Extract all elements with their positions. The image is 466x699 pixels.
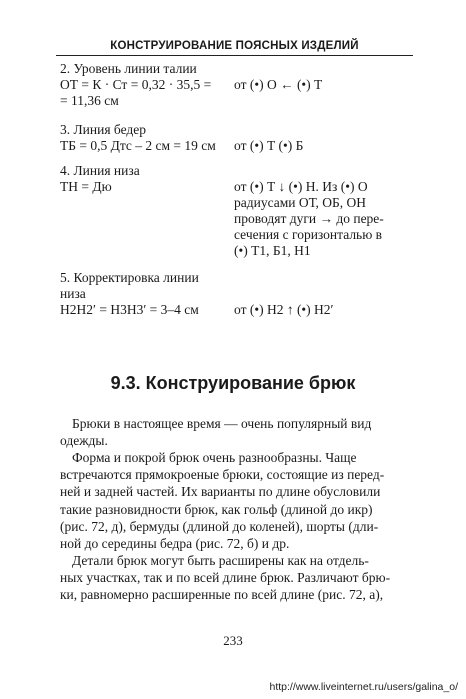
step-line: 5. Корректировка линии	[60, 270, 199, 285]
paragraph-line: ных участках, так и по всей длине брюк. Различают брю-	[60, 570, 391, 586]
paragraph-line: ки, равномерно расширенные по всей длине (рис. 72, а),	[60, 587, 384, 603]
step-4-right	[234, 163, 384, 259]
step-line: от (•) Т (•) Б	[234, 138, 304, 153]
step-line: 3. Линия бедер	[60, 122, 147, 137]
step-line: ОТ = К · Ст = 0,32 · 35,5 =	[60, 77, 212, 92]
step-line: радиусами ОТ, ОБ, ОН	[234, 195, 367, 210]
paragraph-line: такие разновидности брюк, как гольф (длиной до икр)	[60, 501, 373, 517]
paragraph-line: Форма и покрой брюк очень разнообразны. Чаще	[72, 450, 357, 465]
step-5-left	[60, 270, 199, 318]
page-number: 233	[223, 633, 243, 648]
step-line	[234, 163, 384, 179]
section-heading: 9.3. Конструирование брюк	[110, 373, 356, 393]
step-line: 2. Уровень линии талии	[60, 61, 197, 76]
step-4-left	[60, 163, 140, 195]
paragraph-3	[60, 552, 415, 604]
step-line: ТН = Дю	[60, 179, 112, 194]
step-line: проводят дуги → до пере-	[234, 211, 384, 226]
step-line: ТБ = 0,5 Дтс – 2 см = 19 см	[60, 138, 216, 153]
header-rule	[56, 55, 413, 56]
paragraph-line: Детали брюк могут быть расширены как на отдель-	[72, 553, 369, 568]
step-line: от (•) Н2 ↑ (•) Н2′	[234, 302, 334, 317]
step-line: Н2Н2′ = Н3Н3′ = 3–4 см	[60, 302, 199, 317]
step-2-right	[234, 77, 322, 93]
step-line: от (•) Т ↓ (•) Н. Из (•) О	[234, 179, 368, 194]
paragraph-line: встречаются прямокроеные брюки, состоящие из перед-	[60, 467, 385, 483]
step-5-right	[234, 302, 333, 318]
step-line: от (•) О ← (•) Т	[234, 77, 323, 92]
step-line: (•) Т1, Б1, Н1	[234, 243, 311, 258]
source-url[interactable]: http://www.liveinternet.ru/users/galina_o/	[269, 681, 458, 693]
paragraph-2	[60, 449, 415, 552]
step-line: сечения с горизонталью в	[234, 227, 383, 242]
paragraph-line: ной до середины бедра (рис. 72, б) и др.	[60, 536, 290, 552]
paragraph-line: Брюки в настоящее время — очень популярный вид	[72, 416, 372, 431]
paragraph-line: одежды.	[60, 433, 108, 449]
paragraph-line: ней и задней частей. Их варианты по длине обусловили	[60, 484, 381, 500]
step-line: низа	[60, 286, 86, 301]
step-line: 4. Линия низа	[60, 163, 140, 178]
step-3-right	[234, 138, 303, 154]
step-3-left	[60, 122, 216, 154]
step-2-left	[60, 61, 211, 109]
paragraph-1	[60, 415, 415, 449]
running-header: КОНСТРУИРОВАНИЕ ПОЯСНЫХ ИЗДЕЛИЙ	[110, 40, 359, 52]
paragraph-line: (рис. 72, д), бермуды (длиной до коленей), шорты (дли-	[60, 518, 379, 534]
step-line: = 11,36 см	[60, 93, 119, 108]
